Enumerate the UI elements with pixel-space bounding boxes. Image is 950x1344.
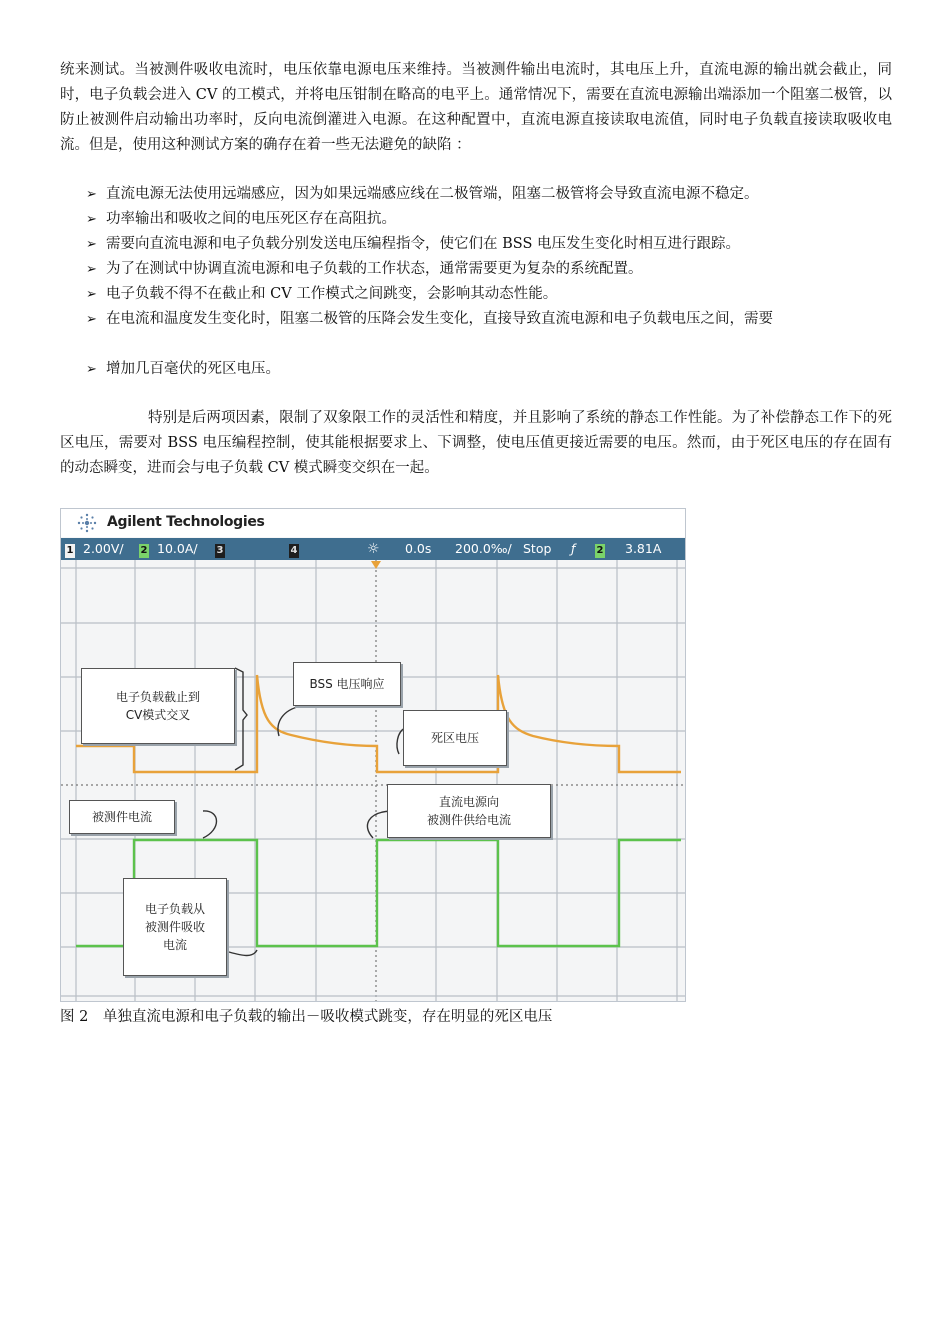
label-supply-to-dut: 直流电源向 被测件供给电流 <box>387 784 551 838</box>
bullet-arrow-icon: ➢ <box>86 212 97 227</box>
label-load-cutoff: 电子负载截止到 CV模式交叉 <box>81 668 235 744</box>
run-state: Stop <box>523 541 552 556</box>
scope-header <box>61 509 685 537</box>
list-item <box>86 182 894 207</box>
trigger-level: 3.81A <box>625 541 662 556</box>
second-paragraph: 特别是后两项因素，限制了双象限工作的灵活性和精度，并且影响了系统的静态工作性能。为了补偿静态工作下的死区电压，需要对 BSS 电压编程控制，使其能根据要求上、下调整，使电压值更接近需要的电压。然而，由于死区电压的存在固有的动态瞬变，进而会与电子负载 CV 模式瞬变交织在一起。 <box>60 410 892 476</box>
bullet-arrow-icon: ➢ <box>86 312 97 327</box>
label-dut-current: 被测件电流 <box>69 800 175 834</box>
list-item-text: 增加几百毫伏的死区电压。 <box>106 361 280 377</box>
label-load-absorb: 电子负载从 被测件吸收 电流 <box>123 878 227 976</box>
bullet-arrow-icon: ➢ <box>86 237 97 252</box>
oscilloscope-screenshot <box>60 508 686 1002</box>
bullet-arrow-icon: ➢ <box>86 262 97 277</box>
trigger-channel-badge: 2 <box>596 545 604 556</box>
bullet-arrow-icon: ➢ <box>86 287 97 302</box>
list-item-text: 在电流和温度发生变化时，阻塞二极管的压降会发生变化，直接导致直流电源和电子负载电压之间，需要 <box>106 311 773 327</box>
channel-2-badge: 2 <box>140 545 148 556</box>
scope-plot-area <box>61 560 685 1001</box>
list-item <box>86 207 894 232</box>
list-item <box>86 307 894 357</box>
bullet-arrow-icon: ➢ <box>86 187 97 202</box>
ch2-scale: 10.0A/ <box>157 541 198 556</box>
defects-list <box>86 182 894 382</box>
ch1-scale: 2.00V/ <box>83 541 124 556</box>
list-item-text: 为了在测试中协调直流电源和电子负载的工作状态，通常需要更为复杂的系统配置。 <box>106 261 643 277</box>
bullet-arrow-icon: ➢ <box>86 362 97 377</box>
list-item-text: 直流电源无法使用远端感应，因为如果远端感应线在二极管端，阻塞二极管将会导致直流电源不稳定。 <box>106 186 759 202</box>
list-item <box>86 232 894 257</box>
figure-caption: 图 2 单独直流电源和电子负载的输出－吸收模式跳变，存在明显的死区电压 <box>60 1009 553 1025</box>
list-item-text: 功率输出和吸收之间的电压死区存在高阻抗。 <box>106 211 396 227</box>
list-item-text: 需要向直流电源和电子负载分别发送电压编程指令，使它们在 BSS 电压发生变化时相互进行跟踪。 <box>106 236 740 252</box>
list-item <box>86 357 894 382</box>
channel-3-badge: 3 <box>216 545 224 556</box>
time-scale: 200.0‰/ <box>455 541 512 556</box>
list-item <box>86 282 894 307</box>
channel-4-badge: 4 <box>290 545 298 556</box>
channel-1-badge: 1 <box>66 545 74 556</box>
agilent-spark-icon <box>75 512 99 534</box>
brightness-icon: ☼ <box>367 541 380 557</box>
time-offset: 0.0s <box>405 541 432 556</box>
list-item-text: 电子负载不得不在截止和 CV 工作模式之间跳变，会影响其动态性能。 <box>106 286 558 302</box>
list-item <box>86 257 894 282</box>
scope-status-bar <box>61 538 685 560</box>
brand-logo-text: Agilent Technologies <box>107 514 265 530</box>
label-bss-response: BSS 电压响应 <box>293 662 401 706</box>
intro-paragraph: 统来测试。当被测件吸收电流时，电压依靠电源电压来维持。当被测件输出电流时，其电压上升，直流电源的输出就会截止，同时，电子负载会进入 CV 的工模式，并将电压钳制在略高的电平上。通常情况下，需要在直流电源输出端添加一个阻塞二极管，以防止被测件启动输出功率时，反向电流倒灌进入电源。在这种配置中，直流电源直接读取电流值，同时电子负载直接读取吸收电流。但是，使用这种测试方案的确存在着一些无法避免的缺陷 ： <box>60 62 892 153</box>
label-dead-zone: 死区电压 <box>403 710 507 766</box>
trigger-edge-icon: ƒ <box>571 541 576 556</box>
